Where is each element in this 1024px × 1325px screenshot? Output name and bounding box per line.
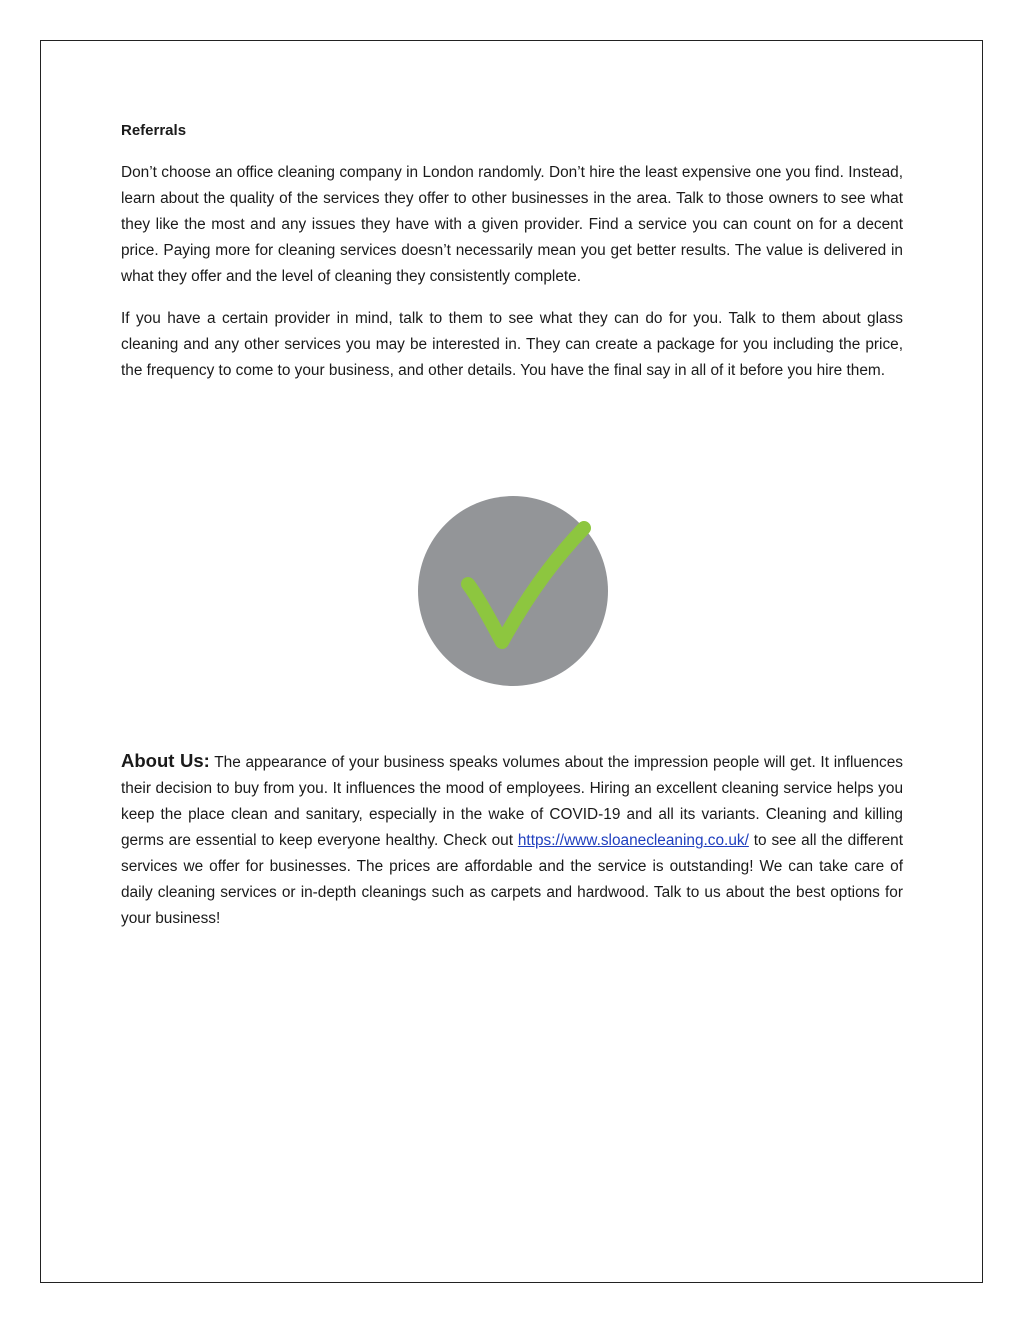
paragraph: Don’t choose an office cleaning company in London randomly. Don’t hire the least expensive one you find. Instead, learn about the quality of the services they offer to other businesses in the area. Talk to those owners to see what they like the most and any issues they have with a given provider. Find a service you can count on for a decent price. Paying more for cleaning services doesn’t necessarily mean you get better results. The value is delivered in what they offer and the level of cleaning they consistently complete. [121,164,903,285]
section-heading: Referrals [121,122,187,139]
about-us-label: About Us: [121,750,210,771]
paragraph: If you have a certain provider in mind, talk to them to see what they can do for you. Talk to them about glass cleaning and any other services you may be interested in. They can create a package for you including the price, the frequency to come to your business, and other details. You have the final say in all of it before you hire them. [121,310,903,379]
about-text-part: to see all the different services we offer for businesses. The prices are affordable and the service is outstanding! We can take care of daily cleaning services or in-depth cleanings such as carpets and hardwood. Talk to us about the best options for your business! [121,832,903,927]
checkmark-circle-icon [418,496,608,686]
about-us-paragraph [121,748,903,932]
about-text-part: The appearance of your business speaks volumes about the impression people will get. It influences their decision to buy from you. It influences the mood of employees. Hiring an excellent cleaning service helps you keep the place clean and sanitary, especially in the wake of COVID-19 and all its variants. Cleaning and killing germs are essential to keep everyone healthy. Check out [121,754,903,849]
referrals-section [121,118,903,400]
checkmark-graphic [418,496,608,686]
website-link[interactable]: https://www.sloanecleaning.co.uk/ [517,832,749,849]
